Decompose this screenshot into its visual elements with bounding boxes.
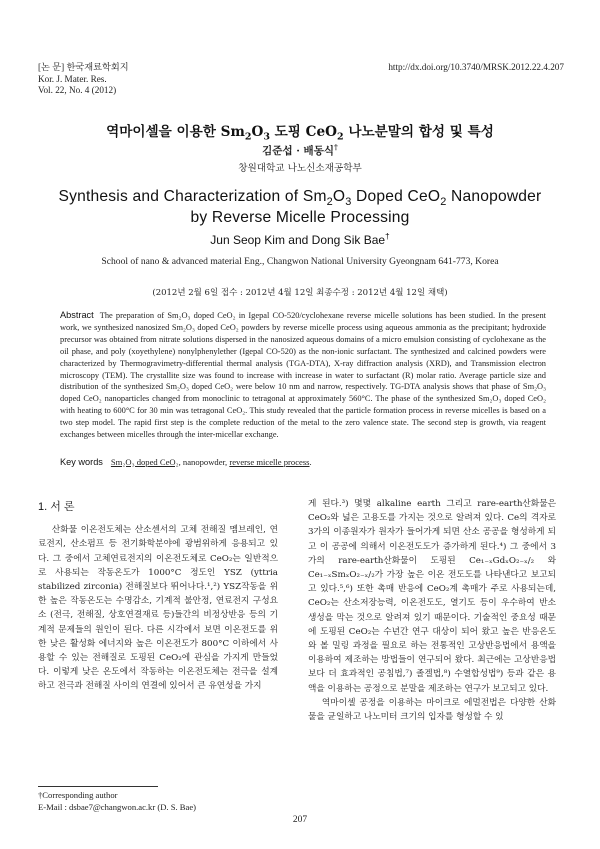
- journal-name-en: Kor. J. Mater. Res.: [38, 73, 107, 84]
- title-en-part: Doped CeO: [351, 188, 441, 205]
- title-ko-sub: 3: [263, 131, 270, 143]
- submission-dates: (2012년 2월 6일 접수 : 2012년 4월 12일 최종수정 : 2012년 4월 12일 채택): [152, 288, 448, 298]
- page-number: 207: [292, 815, 308, 825]
- authors-en-names: Jun Seop Kim and Dong Sik Bae: [210, 233, 386, 247]
- keyword-link: Sm₂O₃ doped CeO₂: [110, 457, 179, 467]
- title-en-part: Synthesis and Characterization of Sm: [58, 188, 327, 205]
- keyword-text: , nanopowder,: [178, 457, 230, 467]
- abstract-text: The preparation of Sm₂O₃ doped CeO₂ in Igepal CO-520/cyclohexane reverse micelle solutions has been studied. In the present work, we synthesized nanosized Sm₂O₃ doped CeO₂ powders by reverse micelle process using aqueous ammonia as the precipitant; hydroxide precursor was obtained from nitrate solutions dispersed in the nanosized aqueous domains of a micro emulsion consisting of cyclohexane as the oil phase, and poly (xoyethylene) nonylphenylether (Igepal CO-520) as the non-ionic surfactant. The synthesized and calcined powders were characterized by Thermogravimetry-differential thermal analysis (TGA-DTA), X-ray diffraction analysis (XRD), and Transmission electron microscopy (TEM). The crystallite size was found to increase with increase in water to surfactant (R) molar ratio. Average particle size and distribution of the synthesized Sm₂O₃ doped CeO₂ were below 10 nm and narrow, respectively. TG-DTA analysis shows that phase of Sm₂O₃ doped CeO₂ nanoparticles changed from monoclinic to tetragonal at approximately 560°C. The phase of the synthesized Sm₂O₃ doped CeO₂ with heating to 600°C for 30 min was tetragonal CeO₂. This study revealed that the particle formation process in reverse micelles is based on a two step model. The rapid first step is the complete reduction of the metal to the zero valence state. The second step is growth, via reagent exchanges between micelles through the inter-micellar exchange.: [60, 311, 546, 440]
- journal-name-ko: [논 문] 한국재료학회지: [38, 62, 129, 72]
- title-en-part: O: [332, 188, 346, 205]
- title-ko-part: 도핑 CeO: [269, 124, 337, 140]
- abstract-label: Abstract: [60, 310, 94, 320]
- title-ko-sub: 2: [244, 131, 252, 143]
- authors-ko-names: 김준섭 · 배동식: [262, 145, 334, 157]
- keywords: [60, 457, 546, 467]
- body-column-right: [308, 497, 556, 724]
- title-ko-part: 나노분말의 합성 및 특성: [343, 124, 494, 140]
- title-korean: [0, 120, 600, 143]
- footnote-corresponding: †Corresponding author: [38, 790, 118, 800]
- affiliation-korean: 창원대학교 나노신소재공학부: [238, 163, 362, 174]
- keyword-text: .: [309, 457, 312, 467]
- authors-korean: [0, 143, 600, 158]
- title-english: [0, 186, 600, 228]
- body-column-left: [38, 500, 278, 694]
- title-en-sub: 3: [345, 196, 352, 209]
- authors-english: [0, 233, 600, 247]
- journal-info: [38, 62, 129, 97]
- body-paragraph: 게 된다.³) 몇몇 alkaline earth 그리고 rare-earth산화물은 CeO₂와 넓은 고용도를 가지는 것으로 알려져 있다. Ce의 격자로 3가의 이종원자가 원자가 들어가게 되면 산소 공공을 형성하게 되고 이 공공에 의해서 이온전도도가 증가하게 된다.⁴) 그 중에서 3가의 rare-earth산화물이 도핑된 Ce₁₋ₓGdₓO₂₋ₓ/₂ 와 Ce₁₋ₓSmₓO₂₋ₓ/₂가 가장 높은 이온 전도도를 나타낸다고 보고되고 있다.⁵,⁶) 또한 촉매 반응에 CeO₂계 촉매가 주로 사용되는데, CeO₂는 산소저장능력, 이온전도도, 열기도 등이 우수하여 반소 생성을 막는 것으로 알려져 있기 때문이다. 기술적인 중요성 때문에 도핑된 CeO₂는 수년간 연구 대상이 되어 왔고 높은 반응온도와 볼 밀링 과정을 필요로 하는 전통적인 고상반응법에서 용액을 이용하여 제조하는 방법들이 연구되어 왔다. 최근에는 고상반응법보다 더 효과적인 공침법,⁷) 졸겔법,⁸) 수열합성법⁹) 등과 같은 용액을 이용하는 공정으로 분말을 제조하는 연구가 보고되고 있다.: [308, 499, 556, 694]
- title-en-sub: 2: [326, 196, 333, 209]
- title-en-part: Nanopowder: [446, 188, 542, 205]
- title-ko-part: 역마이셀을 이용한 Sm: [106, 124, 245, 140]
- title-en-line2: by Reverse Micelle Processing: [190, 209, 410, 226]
- title-en-line1: [0, 186, 600, 207]
- title-ko-sub: 2: [336, 131, 344, 143]
- keywords-label: Key words: [60, 457, 103, 467]
- footnote-email: E-Mail : dsbae7@changwon.ac.kr (D. S. Bae): [38, 801, 197, 812]
- corresponding-mark: †: [333, 142, 338, 152]
- body-paragraph: 산화물 이온전도체는 산소센서의 고체 전해질 멤브레인, 연료전지, 산소펌프 등 전기화학분야에 광범위하게 응용되고 있다. 그 중에서 고체연료전지의 이온전도체로 CeO₂는 일반적으로 사용되는 작동온도가 1000°C 정도인 YSZ (yttria stabilized zirconia) 전해질보다 뛰어나다.¹,²) YSZ작동을 위한 높은 작동온도는 수명감소, 기계적 불안정, 연료전지 구성요소 (전극, 전해질, 상호연결재료 등)들간의 비정상반응 등의 기계적 문제들의 원인이 된다. 다른 시각에서 보면 이온전도를 위한 낮은 활성화 에너지와 높은 이온전도가 800°C 이하에서 사용할 수 있는 전해질로 도핑된 CeO₂에 관심을 가지게 만들었다. 이렇게 낮은 온도에서 작동하는 이온전도체는 전극을 설계하고 전극과 전해질 사이의 연결에 있어서 큰 유연성을 가지: [38, 525, 278, 692]
- footnote-divider: [38, 786, 158, 787]
- title-en-sub: 2: [440, 196, 447, 209]
- doi-link[interactable]: http://dx.doi.org/10.3740/MRSK.2012.22.4.207: [388, 62, 564, 72]
- section-heading: 1. 서 론: [38, 501, 75, 513]
- body-paragraph: 역마이셀 공정을 이용하는 마이크로 에멀전법은 다양한 산화물을 균일하고 나노미터 크기의 입자를 형성할 수 있: [308, 697, 556, 723]
- title-ko-part: O: [251, 124, 264, 140]
- footnote: [38, 790, 196, 813]
- corresponding-mark: †: [385, 231, 390, 241]
- keyword-link: reverse micelle process: [229, 457, 310, 467]
- affiliation-english: School of nano & advanced material Eng., Changwon National University Gyeongnam 641-773, Korea: [101, 256, 499, 267]
- journal-volume: Vol. 22, No. 4 (2012): [38, 85, 117, 95]
- abstract: [60, 310, 546, 441]
